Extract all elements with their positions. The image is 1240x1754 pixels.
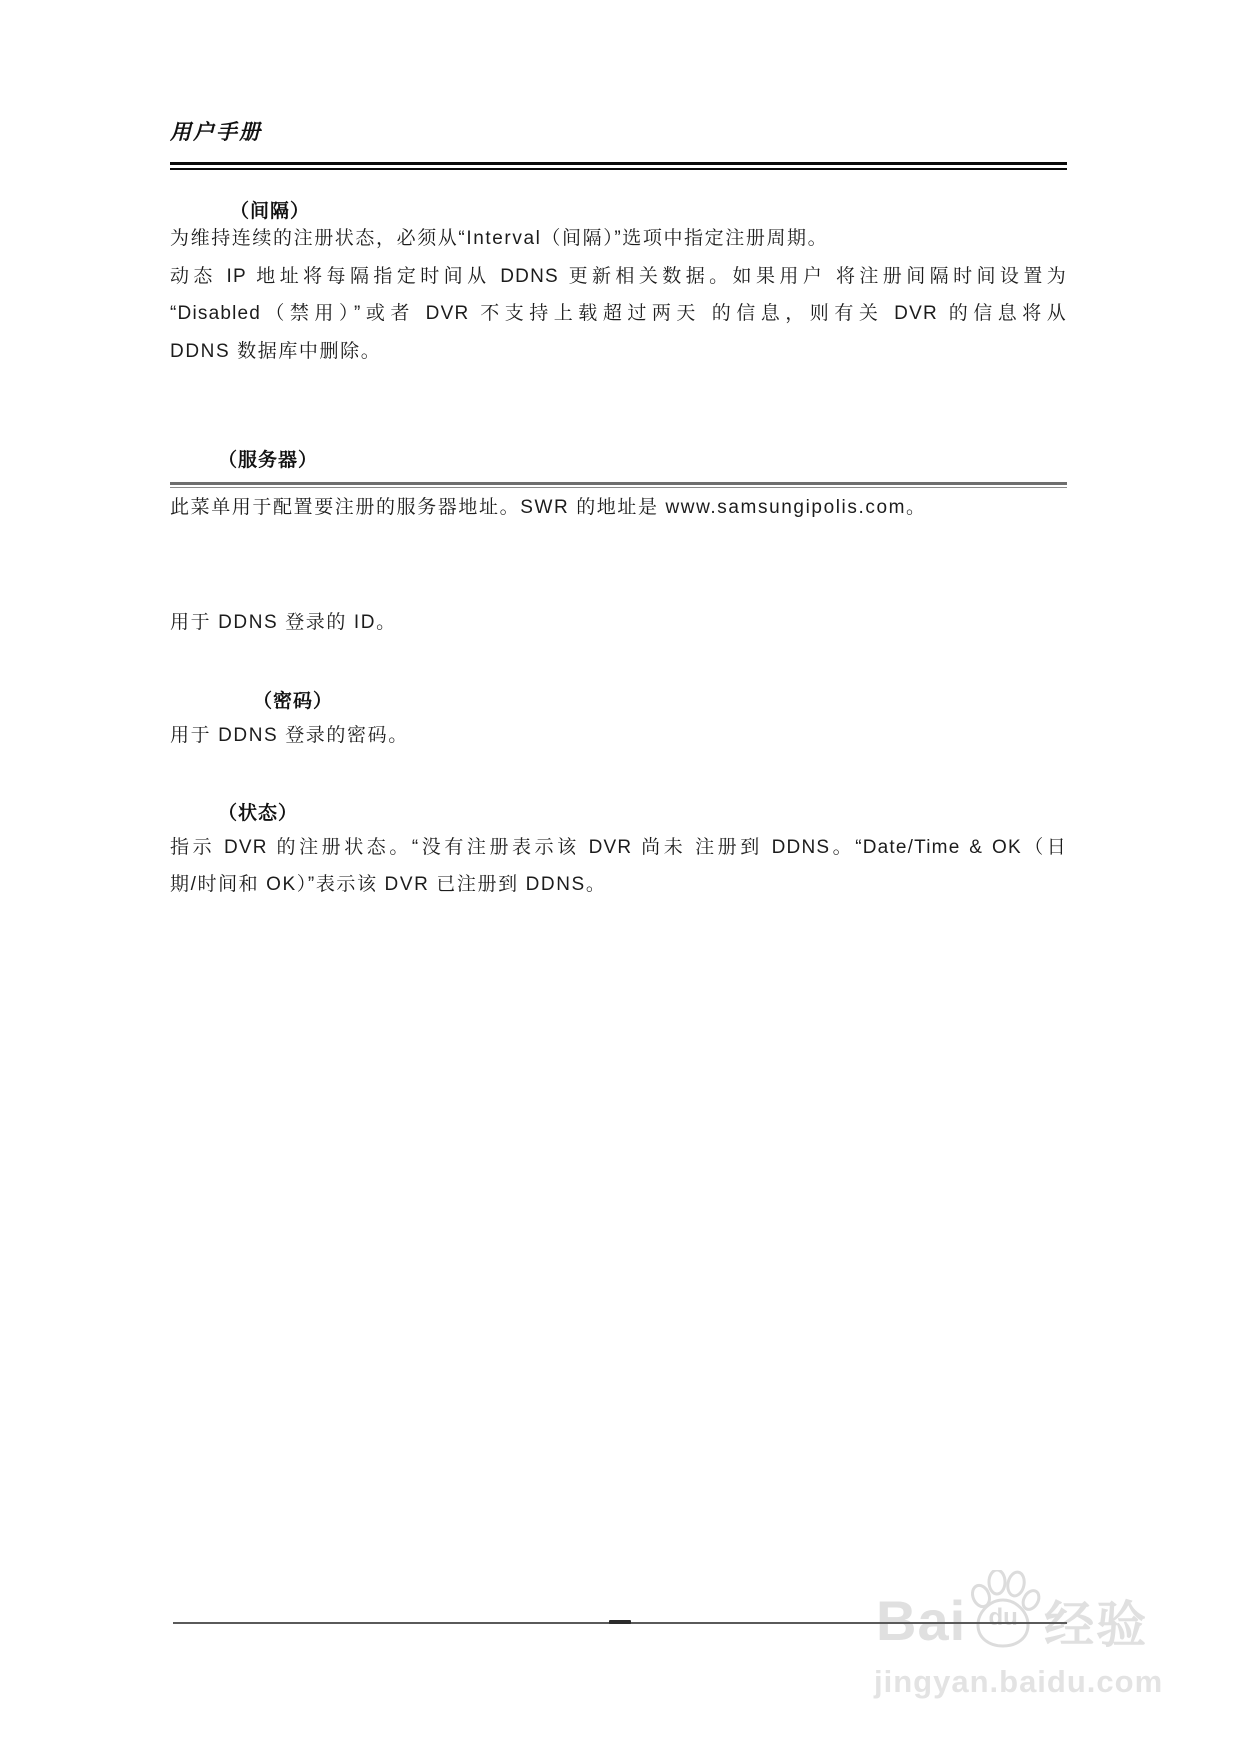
paragraph-line: 此菜单用于配置要注册的服务器地址。SWR 的地址是 www.samsungipolis.com。 [170,497,927,518]
page-content [158,0,1067,1754]
section-heading-status: （状态） [218,803,299,824]
watermark-brand-left: Bai [876,1589,967,1652]
watermark-brand-right: 经验 [1044,1596,1149,1653]
section-heading-password: （密码） [253,691,334,712]
page-title: 用户手册 [170,121,262,144]
paragraph-line: 期/时间和 OK）”表示该 DVR 已注册到 DDNS。 [170,874,607,895]
section-heading-server: （服务器） [218,450,319,471]
paragraph-line: 为维持连续的注册状态，必须从“Interval（间隔）”选项中指定注册周期。 [170,228,829,249]
header-rule [170,162,1067,170]
server-divider-rule [170,482,1067,488]
paragraph-line: DDNS 数据库中删除。 [170,341,382,362]
paragraph-line: 指示 DVR 的注册状态。“没有注册表示该 DVR 尚未 注册到 DDNS。“Date/Time & OK（日 [170,837,1067,858]
paragraph-line: 用于 DDNS 登录的 ID。 [170,612,397,633]
paragraph-line: 用于 DDNS 登录的密码。 [170,725,409,746]
paw-icon [964,1570,1042,1657]
page-number-dash [609,1620,631,1624]
section-heading-interval: （间隔） [230,201,311,222]
watermark-brand-paw-text: du [988,1604,1018,1631]
baidu-jingyan-watermark [876,1570,1148,1671]
paragraph-line: “Disabled（禁用）”或者 DVR 不支持上载超过两天 的信息，则有关 DVR 的信息将从 [170,303,1067,324]
watermark-url: jingyan.baidu.com [874,1664,1164,1699]
paragraph-line: 动态 IP 地址将每隔指定时间从 DDNS 更新相关数据。如果用户 将注册间隔时间设置为 [170,266,1067,287]
